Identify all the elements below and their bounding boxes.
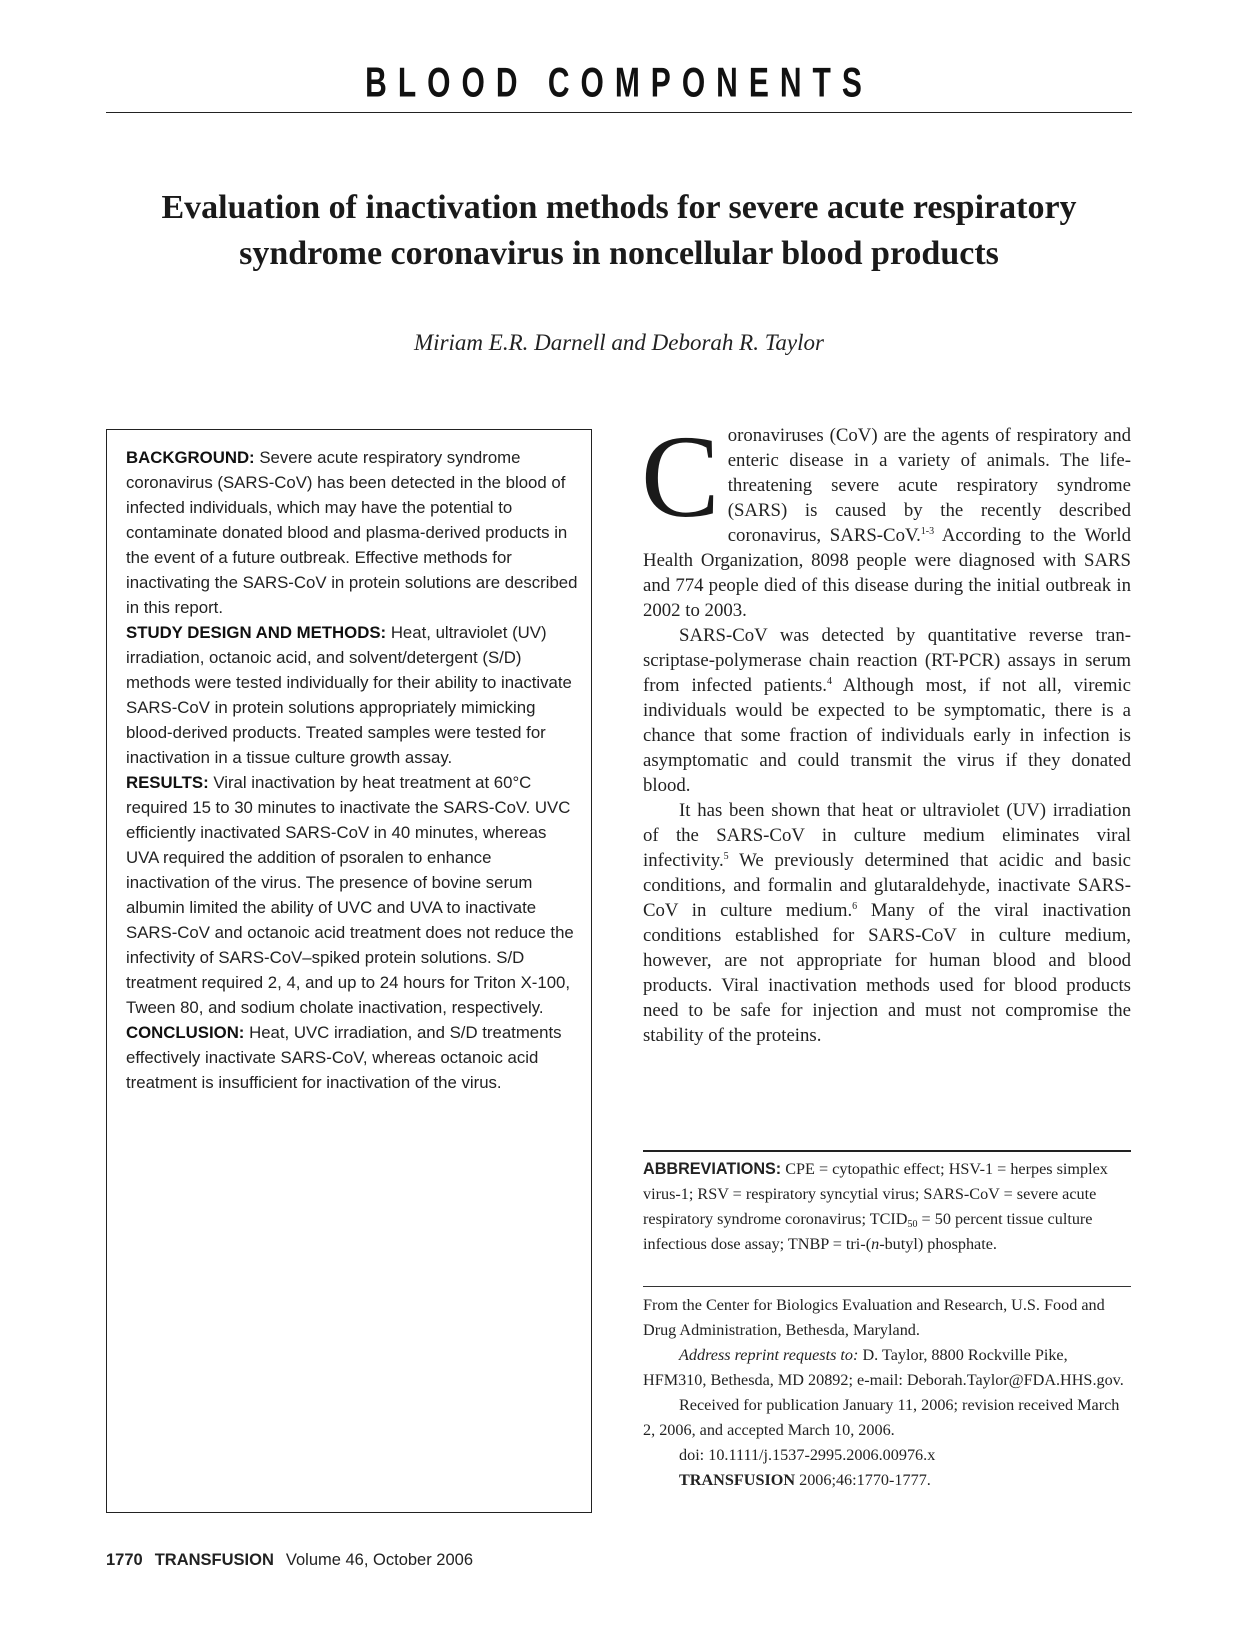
affiliation-rule [643,1286,1131,1287]
methods-label: STUDY DESIGN AND METHODS: [126,623,387,642]
abstract-methods [126,620,578,770]
abbreviations-rule [643,1150,1131,1152]
affiliation [643,1293,1131,1493]
body-paragraph-1: Coronaviruses (CoV) are the agents of respiratory and enteric disease in a variety of animals. The life-threatening severe acute respiratory syndrome (SARS) is caused by the recently described coronavirus, SARS-CoV.$^{1-3}$ According to the World Health Organization, 8098 people were diagnosed with SARS and 774 people died of this disease during the initial outbreak in 2002 to 2003. [641,411,1131,621]
doi: doi: 10.1111/j.1537-2995.2006.00976.x [679,1446,936,1464]
citation-ref: 4 [826,676,832,687]
abstract-results [126,770,578,1020]
background-label: BACKGROUND: [126,448,255,467]
title-line-2: syndrome coronavirus in noncellular blood products [239,235,999,272]
results-text: Viral inactivation by heat treatment at 60°C required 15 to 30 minutes to inactivate the SARS-CoV. UVC efficiently inactivated SARS-CoV in 40 minutes, whereas UVA required the addition of psoralen to enhance inactivation of the virus. The presence of bovine serum albumin limited the ability of UVC and UVA to inactivate SARS-CoV and octanoic acid treatment does not reduce the infectivity of SARS-CoV–spiked protein solutions. S/D treatment required 2, 4, and up to 24 hours for Triton X-100, Tween 80, and sodium cholate inactivation, respectively. [126,773,574,1017]
page-number: 1770 [106,1551,143,1569]
methods-text: Heat, ultraviolet (UV) irradiation, octanoic acid, and solvent/detergent (S/D) methods were tested individually for their ability to inactivate SARS-CoV in protein solutions appropriately mimicking blood-derived products. Treated samples were tested for inactivation in a tissue culture growth assay. [126,623,572,767]
abstract [126,445,578,1095]
section-heading: BLOOD COMPONENTS [365,60,873,107]
results-label: RESULTS: [126,773,209,792]
background-text: Severe acute respiratory syndrome coronavirus (SARS-CoV) has been detected in the blood of infected individuals, which may have the potential to contaminate donated blood and plasma-derived products in the event of a future outbreak. Effective methods for inactivating the SARS-CoV in protein solutions are described in this report. [126,448,578,617]
article-title [100,185,1138,277]
body-paragraph-2: SARS-CoV was detected by quantitative reverse transcriptase-polymerase chain reaction (RT-PCR) assays in serum from infected patients.$^4$ Although most, if not all, viremic individuals would be expected to be symptomatic, there is a chance that some fraction of individuals early in infection is asymptomatic and could transmit the virus if they donated blood. [643,625,1131,796]
footer-issue: Volume 46, October 2006 [285,1551,474,1569]
conclusion-label: CONCLUSION: [126,1023,245,1042]
affiliation-from: From the Center for Biologics Evaluation and Research, U.S. Food and Drug Administration, Bethesda, Maryland. [643,1296,1105,1339]
page-footer [106,1551,473,1570]
title-line-1: Evaluation of inactivation methods for severe acute respiratory [161,189,1077,226]
abstract-background [126,445,578,620]
footer-journal: TRANSFUSION [154,1551,274,1569]
body-paragraph-3: It has been shown that heat or ultraviolet (UV) irradiation of the SARS-CoV in culture medium eliminates viral infectivity.$^5$ We previously determined that acidic and basic conditions, and formalin and glutaraldehyde, inactivate SARS-CoV in culture medium.$^6$ Many of the viral inactivation conditions established for SARS-CoV in culture medium, however, are not appropriate for human blood and blood products. Viral inactivation methods used for blood products need to be safe for injection and must not compromise the stability of the proteins. [643,800,1131,1046]
conclusion-text: Heat, UVC irradiation, and S/D treatments effectively inactivate SARS-CoV, whereas octanoic acid treatment is insufficient for inactivation of the virus. [126,1023,562,1092]
drop-cap: C [641,411,720,542]
citation-ref: 1-3 [920,526,935,537]
abstract-conclusion [126,1020,578,1095]
abbreviations-label: ABBREVIATIONS: [643,1160,782,1178]
reprint-address: Address reprint requests to: D. Taylor, 8800 Rockville Pike, HFM310, Bethesda, MD 20892; e-mail: Deborah.Taylor@FDA.HHS.gov. [643,1346,1124,1389]
citation-ref: 5 [723,851,729,862]
citation: TRANSFUSION 2006;46:1770-1777. [679,1471,931,1489]
abbreviations: ABBREVIATIONS: CPE = cytopathic effect; HSV-1 = herpes simplex virus-1; RSV = respiratory syncytial virus; SARS-CoV = severe acute respiratory syndrome coronavirus; $TCID_{50} = 50$ percent tissue culture infectious dose assay; TNBP = tri-(n-butyl) phosphate. [643,1160,1108,1253]
header-rule [106,112,1132,113]
citation-ref: 6 [852,901,858,912]
body-text [641,411,1131,1048]
received-dates: Received for publication January 11, 2006; revision received March 2, 2006, and accepted March 10, 2006. [643,1396,1120,1439]
authors: Miriam E.R. Darnell and Deborah R. Taylor [414,330,824,355]
